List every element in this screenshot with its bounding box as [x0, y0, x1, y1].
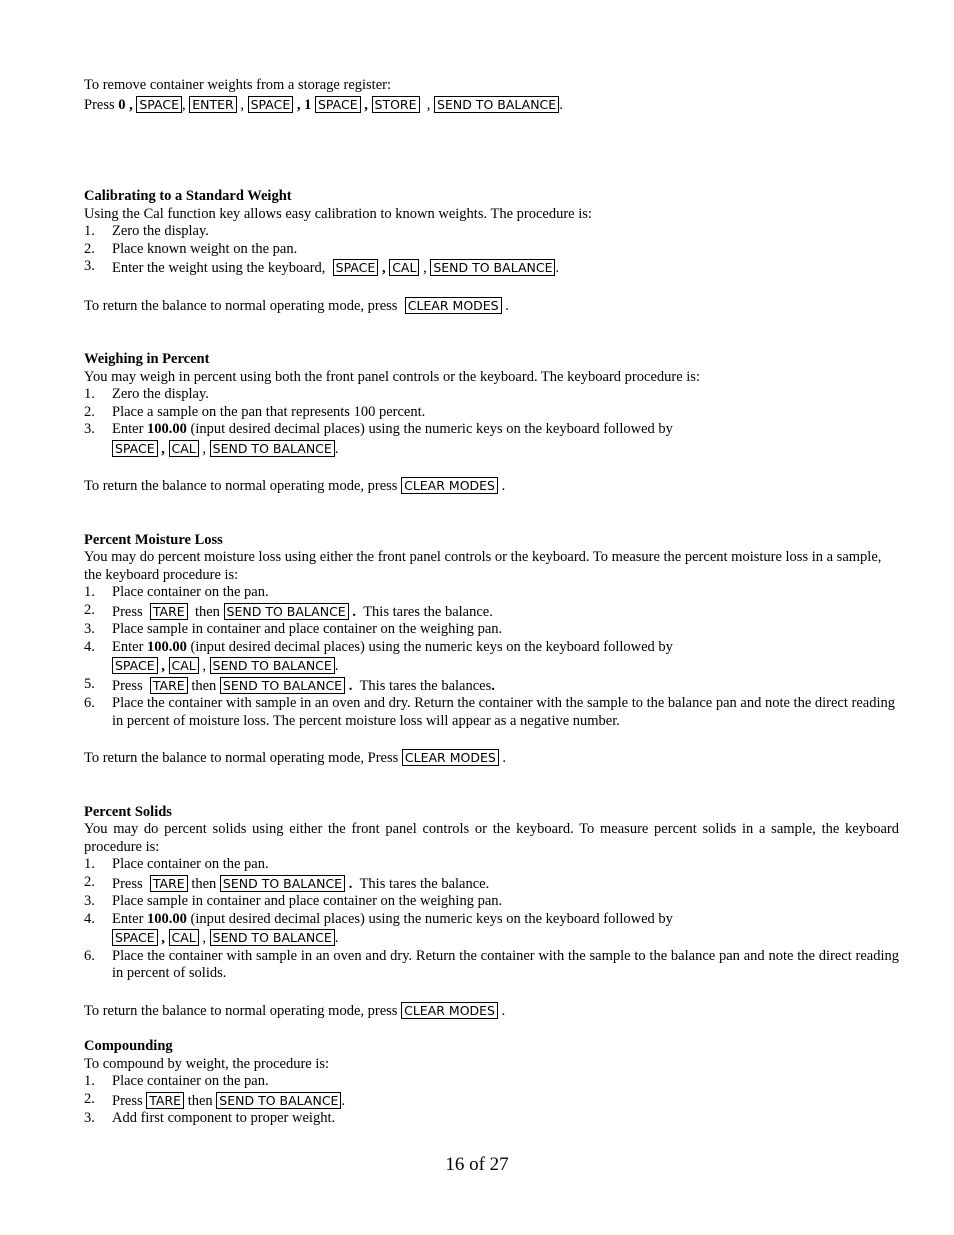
cal-key: CAL	[389, 259, 419, 276]
space-key: SPACE	[315, 96, 361, 113]
list-item: 2. Press TARE then SEND TO BALANCE . This tares the balance.	[84, 601, 493, 620]
list-item: 4. Enter 100.00 (input desired decimal places) using the numeric keys on the keyboard followed by SPACE , CAL , SEND TO BALANCE .	[84, 638, 673, 674]
clear-modes-key: CLEAR MODES	[402, 749, 499, 766]
percent-steps	[84, 386, 899, 458]
tare-key: TARE	[150, 603, 188, 620]
space-key: SPACE	[112, 929, 158, 946]
send-to-balance-key: SEND TO BALANCE	[220, 677, 345, 694]
compounding-steps	[84, 1073, 899, 1128]
store-key: STORE	[372, 96, 420, 113]
moisture-intro: You may do percent moisture loss using either the front panel controls or the keyboard. To measure the percent moisture loss in a sample, the keyboard procedure is:	[84, 549, 882, 583]
list-item: 6. Place the container with sample in an oven and dry. Return the container with the sample to the balance pan and note the direct reading in percent of moisture loss. The percent moisture loss will appear as a negative number.	[84, 695, 895, 729]
solids-steps	[84, 856, 899, 983]
tare-key: TARE	[146, 1092, 184, 1109]
solids-intro: You may do percent solids using either the front panel controls or the keyboard. To measure percent solids in a sample, the keyboard procedure is:	[84, 821, 899, 855]
space-key: SPACE	[112, 440, 158, 457]
enter-key: ENTER	[189, 96, 236, 113]
clear-modes-key: CLEAR MODES	[401, 1002, 498, 1019]
page-number: 16 of 27	[445, 1154, 509, 1175]
list-item: 1. Zero the display.	[84, 223, 209, 239]
list-item: 1. Place container on the pan.	[84, 584, 269, 600]
cal-key: CAL	[169, 929, 199, 946]
list-item: 3. Enter 100.00 (input desired decimal places) using the numeric keys on the keyboard followed by SPACE , CAL , SEND TO BALANCE .	[84, 421, 673, 457]
calibrating-return: To return the balance to normal operating mode, press CLEAR MODES .	[84, 297, 509, 314]
list-item: 2. Place known weight on the pan.	[84, 240, 298, 257]
space-key: SPACE	[136, 96, 182, 113]
calibrating-steps	[84, 223, 899, 278]
remove-keys-line: Press 0 , SPACE , ENTER , SPACE , 1 SPACE , STORE , SEND TO BALANCE .	[84, 96, 563, 113]
clear-modes-key: CLEAR MODES	[405, 297, 502, 314]
list-item: 3. Place sample in container and place container on the weighing pan.	[84, 621, 503, 637]
send-to-balance-key: SEND TO BALANCE	[210, 657, 335, 674]
percent-return: To return the balance to normal operating mode, press CLEAR MODES .	[84, 478, 506, 494]
calibrating-intro: Using the Cal function key allows easy calibration to known weights. The procedure is:	[84, 205, 592, 222]
list-item: 1. Place container on the pan.	[84, 1073, 269, 1089]
send-to-balance-key: SEND TO BALANCE	[434, 96, 559, 113]
solids-heading: Percent Solids	[84, 803, 172, 820]
tare-key: TARE	[150, 875, 188, 892]
list-item: 2. Press TARE then SEND TO BALANCE .	[84, 1090, 346, 1109]
send-to-balance-key: SEND TO BALANCE	[210, 929, 335, 946]
list-item: 3. Enter the weight using the keyboard, SPACE , CAL , SEND TO BALANCE .	[84, 258, 560, 276]
compounding-heading: Compounding	[84, 1038, 173, 1054]
send-to-balance-key: SEND TO BALANCE	[210, 440, 335, 457]
list-item: 1. Place container on the pan.	[84, 856, 269, 872]
compounding-intro: To compound by weight, the procedure is:	[84, 1055, 330, 1072]
list-item: 2. Place a sample on the pan that represents 100 percent.	[84, 403, 426, 420]
list-item: 5. Press TARE then SEND TO BALANCE . This tares the balances.	[84, 675, 495, 694]
list-item: 6. Place the container with sample in an oven and dry. Return the container with the sample to the balance pan and note the direct reading in percent of solids.	[84, 947, 899, 981]
moisture-return: To return the balance to normal operating mode, Press CLEAR MODES .	[84, 750, 507, 766]
list-item: 3. Add first component to proper weight.	[84, 1110, 336, 1126]
list-item: 2. Press TARE then SEND TO BALANCE . This tares the balance.	[84, 873, 490, 892]
list-item: 3. Place sample in container and place container on the weighing pan.	[84, 893, 503, 909]
list-item: 1. Zero the display.	[84, 386, 209, 402]
moisture-steps	[84, 584, 899, 730]
list-item: 4. Enter 100.00 (input desired decimal places) using the numeric keys on the keyboard followed by SPACE , CAL , SEND TO BALANCE .	[84, 910, 673, 946]
tare-key: TARE	[150, 677, 188, 694]
space-key: SPACE	[333, 259, 379, 276]
moisture-heading: Percent Moisture Loss	[84, 531, 223, 548]
space-key: SPACE	[248, 96, 294, 113]
percent-heading: Weighing in Percent	[84, 351, 210, 367]
send-to-balance-key: SEND TO BALANCE	[220, 875, 345, 892]
percent-intro: You may weigh in percent using both the front panel controls or the keyboard. The keyboard procedure is:	[84, 368, 700, 385]
send-to-balance-key: SEND TO BALANCE	[430, 259, 555, 276]
calibrating-heading: Calibrating to a Standard Weight	[84, 188, 292, 204]
solids-return: To return the balance to normal operating mode, press CLEAR MODES .	[84, 1002, 506, 1019]
clear-modes-key: CLEAR MODES	[401, 477, 498, 494]
space-key: SPACE	[112, 657, 158, 674]
send-to-balance-key: SEND TO BALANCE	[224, 603, 349, 620]
cal-key: CAL	[169, 440, 199, 457]
remove-intro: To remove container weights from a storage register:	[84, 77, 391, 93]
send-to-balance-key: SEND TO BALANCE	[216, 1092, 341, 1109]
cal-key: CAL	[169, 657, 199, 674]
page-content	[84, 77, 899, 1128]
